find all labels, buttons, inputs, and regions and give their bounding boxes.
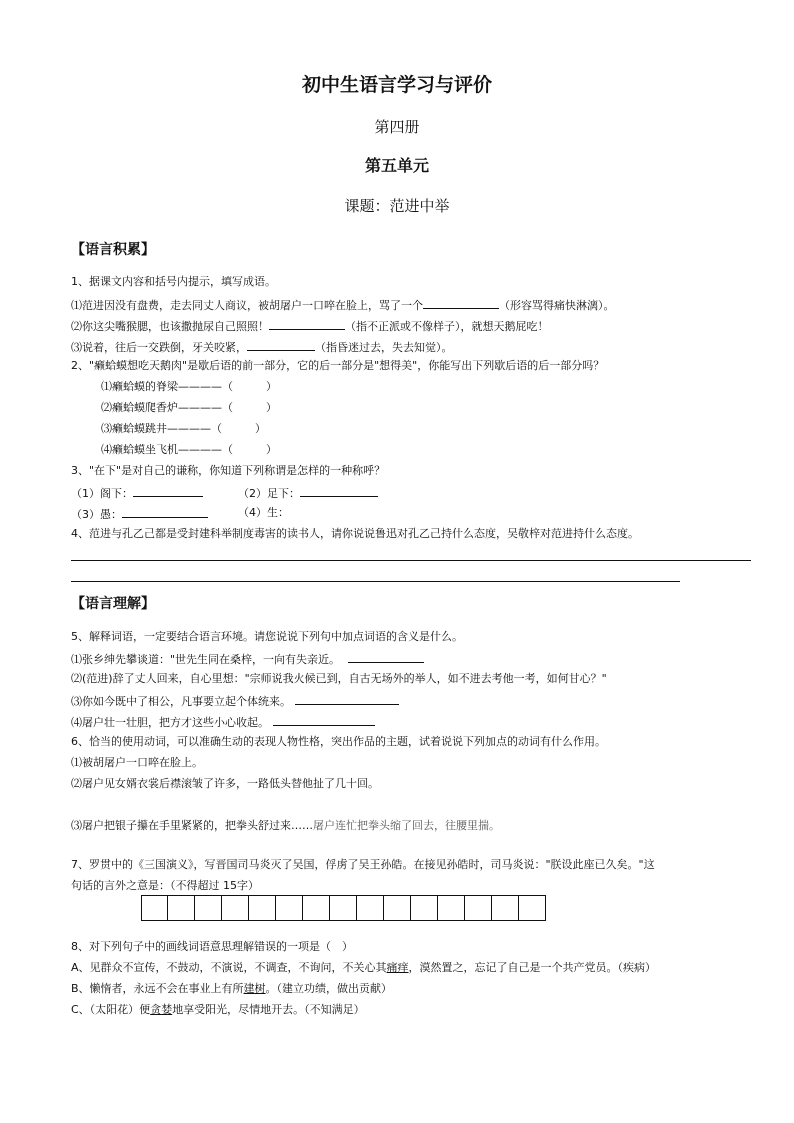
q5-item-b: ⑵(范进)辞了丈人回来，自心里想："宗师说我火候已到，自古无场外的举人，如不进去考他一考，如何甘心？" xyxy=(71,672,607,685)
answer-box[interactable] xyxy=(357,895,384,921)
q4-stem: 4、范进与孔乙己都是受封建科举制度毒害的读书人，请你说说鲁迅对孔乙己持什么态度，吴敬梓对范进持什么态度。 xyxy=(71,527,639,540)
unit-title: 第五单元 xyxy=(364,156,429,175)
q4-answer-line-1[interactable] xyxy=(71,560,751,561)
q3-p3-blank[interactable] xyxy=(122,505,208,518)
q8-a-pre: A、见群众不宣传，不鼓动，不演说，不调查，不询问，不关心其 xyxy=(71,961,387,974)
q2-item-2[interactable]: ⑵癞蛤蟆爬香炉————（ ） xyxy=(101,401,277,414)
q8-a-post: ，漠然置之，忘记了自己是一个共产党员。（疾病） xyxy=(408,961,657,974)
q8-b-underlined-word: 建树 xyxy=(243,982,266,995)
q3-stem: 3、"在下"是对自己的谦称，你知道下列称谓是怎样的一种称呼？ xyxy=(71,464,386,477)
q1-c-text: ⑶说着，往后一交跌倒，牙关咬紧， xyxy=(71,341,247,354)
q1-a-blank[interactable] xyxy=(423,296,499,309)
q5-a-text: ⑴张乡绅先攀谈道："世先生同在桑梓，一向有失亲近。 xyxy=(71,653,341,666)
answer-box[interactable] xyxy=(465,895,492,921)
q2-item-1[interactable]: ⑴癞蛤蟆的脊梁————（ ） xyxy=(101,380,277,393)
q3-part-4: （4）生： xyxy=(238,506,289,519)
q1-b-text: ⑵你这尖嘴猴腮，也该撒抛尿自己照照！ xyxy=(71,320,269,333)
q3-p1-label: （1）阁下： xyxy=(71,487,133,500)
q3-p1-blank[interactable] xyxy=(133,484,203,497)
q2-item-3[interactable]: ⑶癞蛤蟆跳井————（ ） xyxy=(101,422,266,435)
q5-item-a xyxy=(71,650,424,668)
answer-box[interactable] xyxy=(195,895,222,921)
section-accumulation: 【语言积累】 xyxy=(71,242,155,258)
answer-box[interactable] xyxy=(492,895,519,921)
q3-p3-label: （3）愚： xyxy=(71,508,122,521)
q5-a-blank[interactable] xyxy=(348,650,424,663)
q6-c-main: ⑶屠户把银子攥在手里紧紧的，把拳头舒过来…… xyxy=(71,819,313,832)
answer-box[interactable] xyxy=(303,895,330,921)
q6-item-a: ⑴被胡屠户一口啐在脸上。 xyxy=(71,756,203,769)
answer-box[interactable] xyxy=(519,895,546,921)
q8-b-post: 。（建立功绩，做出贡献） xyxy=(265,982,393,995)
q5-item-c xyxy=(71,692,399,710)
q8-option-b[interactable] xyxy=(71,981,392,997)
answer-box[interactable] xyxy=(411,895,438,921)
section-understanding: 【语言理解】 xyxy=(71,596,155,612)
q6-c-tail: 屠户连忙把拳头缩了回去，往腰里揣。 xyxy=(313,819,500,832)
q3-p2-blank[interactable] xyxy=(300,484,378,497)
answer-box[interactable] xyxy=(222,895,249,921)
q8-c-pre: C、（太阳花）便 xyxy=(71,1003,151,1016)
q5-stem: 5、解释词语，一定要结合语言环境。请您说说下列句中加点词语的含义是什么。 xyxy=(71,630,463,643)
q8-c-underlined-word: 贪婪 xyxy=(150,1003,173,1016)
q1-item-a xyxy=(71,296,615,314)
q3-part-2 xyxy=(238,484,378,502)
q8-b-pre: B、懒惰者，永远不会在事业上有所 xyxy=(71,982,244,995)
q8-stem: 8、对下列句子中的画线词语意思理解错误的一项是（ ） xyxy=(71,940,353,953)
answer-box[interactable] xyxy=(141,895,168,921)
q4-answer-line-2[interactable] xyxy=(71,581,680,582)
q6-item-c xyxy=(71,818,500,834)
q3-part-1 xyxy=(71,484,203,502)
answer-box[interactable] xyxy=(249,895,276,921)
q5-d-text: ⑷屠户壮一壮胆，把方才这些小心收起。 xyxy=(71,716,269,729)
q6-item-b: ⑵屠户见女婿衣裳后襟滚皱了许多，一路低头替他扯了几十回。 xyxy=(71,777,379,790)
q3-part-3 xyxy=(71,505,208,523)
q1-a-hint: （形容骂得痛快淋漓）。 xyxy=(499,299,615,312)
q8-option-a[interactable] xyxy=(71,960,656,976)
q1-c-hint: （指昏迷过去，失去知觉）。 xyxy=(315,341,453,354)
answer-box[interactable] xyxy=(438,895,465,921)
book-volume: 第四册 xyxy=(374,118,420,136)
lesson-title: 课题：范进中举 xyxy=(344,197,450,215)
q1-stem: 1、据课文内容和括号内提示，填写成语。 xyxy=(71,275,276,288)
q7-line-2: 句话的言外之意是：（不得超过 15字） xyxy=(71,879,259,892)
q1-a-text: ⑴范进因没有盘费，走去同丈人商议，被胡屠户一口啐在脸上，骂了一个 xyxy=(71,299,423,312)
q1-item-c xyxy=(71,338,453,356)
answer-box[interactable] xyxy=(330,895,357,921)
q8-a-underlined-word: 痛痒 xyxy=(386,961,409,974)
answer-box[interactable] xyxy=(384,895,411,921)
page-title: 初中生语言学习与评价 xyxy=(301,74,492,96)
q8-c-post: 地享受阳光，尽情地开去。（不知满足） xyxy=(172,1003,365,1016)
answer-box[interactable] xyxy=(276,895,303,921)
q6-stem: 6、恰当的使用动词，可以准确生动的表现人物性格，突出作品的主题，试着说说下列加点的动词有什么作用。 xyxy=(71,735,606,748)
q2-stem: 2、"癞蛤蟆想吃天鹅肉"是歇后语的前一部分，它的后一部分是"想得美"，你能写出下列歇后语的后一部分吗？ xyxy=(71,359,605,372)
q7-answer-boxes[interactable] xyxy=(141,895,546,921)
q8-option-c[interactable] xyxy=(71,1002,365,1018)
q1-c-blank[interactable] xyxy=(247,338,315,351)
q5-c-text: ⑶你如今既中了相公，凡事要立起个体统来。 xyxy=(71,695,291,708)
q5-d-blank[interactable] xyxy=(273,713,375,726)
q7-line-1: 7、罗贯中的《三国演义》，写晋国司马炎灭了吴国，俘虏了吴王孙皓。在接见孙皓时，司马炎说："朕设此座已久矣。"这 xyxy=(71,858,655,871)
q1-b-hint: （指不正派或不像样子），就想天鹅屁吃！ xyxy=(345,320,549,333)
q1-item-b xyxy=(71,317,549,335)
q1-b-blank[interactable] xyxy=(269,317,345,330)
q3-p2-label: （2）足下： xyxy=(238,487,300,500)
q5-c-blank[interactable] xyxy=(295,692,399,705)
answer-box[interactable] xyxy=(168,895,195,921)
q2-item-4[interactable]: ⑷癞蛤蟆坐飞机————（ ） xyxy=(101,443,277,456)
q5-item-d xyxy=(71,713,375,731)
